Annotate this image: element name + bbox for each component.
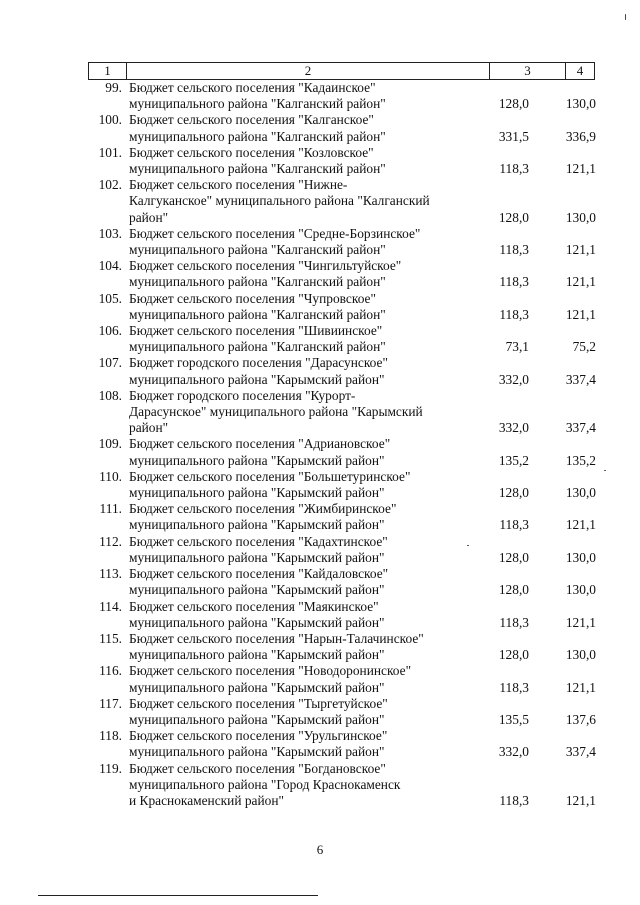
row-number: 101. [98,144,122,160]
row-budget-name: Бюджет сельского поселения "Шивиинское" муниципального района "Калганский район" [129,323,386,355]
table-row [88,177,598,226]
row-value-col4: 121,1 [565,517,596,533]
row-number: 113. [99,566,122,582]
row-number: 119. [99,760,122,776]
row-budget-name: Бюджет сельского поселения "Чупровское" муниципального района "Калганский район" [129,290,386,322]
row-number: 105. [98,290,122,306]
row-number: 112. [99,533,122,549]
table-row [88,696,598,728]
row-number: 111. [99,501,122,517]
row-value-col3: 128,0 [498,485,529,501]
row-value-col3: 135,2 [498,452,529,468]
row-value-col4: 130,0 [565,582,596,598]
scan-speck [625,14,626,20]
table-row [88,631,598,663]
row-value-col3: 118,3 [499,274,529,290]
row-value-col4: 121,1 [565,161,596,177]
row-value-col4: 121,1 [565,614,596,630]
row-value-col3: 128,0 [498,96,529,112]
row-number: 118. [99,728,122,744]
table-row [88,761,598,810]
row-number: 116. [99,663,122,679]
column-header-1: 1 [88,63,126,79]
row-value-col3: 332,0 [498,420,529,436]
row-value-col3: 118,3 [499,792,529,808]
row-value-col3: 128,0 [498,549,529,565]
row-number: 103. [98,225,122,241]
table-row [88,226,598,258]
row-budget-name: Бюджет сельского поселения "Нарын-Талачинское" муниципального района "Карымский район" [129,630,424,663]
row-value-col4: 130,0 [565,647,596,663]
row-value-col4: 130,0 [565,485,596,501]
table-header [88,62,595,80]
row-value-col3: 118,3 [499,242,529,258]
row-number: 99. [105,80,122,95]
table-row [88,436,598,468]
row-value-col4: 337,4 [565,744,596,760]
scan-speck [467,545,469,546]
row-value-col4: 336,9 [565,128,596,144]
table-row [88,728,598,760]
row-value-col4: 135,2 [565,452,596,468]
table-row [88,291,598,323]
row-value-col3: 118,3 [499,161,529,177]
row-value-col4: 337,4 [565,420,596,436]
row-value-col4: 121,1 [565,792,596,808]
row-value-col3: 128,0 [498,209,529,225]
row-budget-name: Бюджет сельского поселения "Чингильтуйское" муниципального района "Калганский район" [129,258,402,290]
row-budget-name: Бюджет сельского поселения "Новодоронинское" муниципального района "Карымский район" [129,663,412,695]
row-budget-name: Бюджет сельского поселения "Калганское" муниципального района "Калганский район" [129,112,386,144]
row-value-col3: 118,3 [499,679,529,695]
table-row [88,388,598,437]
row-budget-name: Бюджет сельского поселения "Урульгинское" муниципального района "Карымский район" [129,728,388,760]
row-value-col3: 332,0 [498,744,529,760]
row-number: 100. [98,112,122,128]
row-number: 110. [99,468,122,484]
row-value-col3: 118,3 [499,306,529,322]
row-budget-name: Бюджет сельского поселения "Нижне- Калгуканское" муниципального района "Калганский район" [129,177,430,225]
row-value-col4: 130,0 [565,549,596,565]
row-budget-name: Бюджет городского поселения "Курорт- Дарасунское" муниципального района "Карымский район" [129,387,423,436]
row-number: 115. [99,630,122,646]
table-row [88,112,598,144]
row-budget-name: Бюджет сельского поселения "Кадаинское" муниципального района "Калганский район" [129,80,386,112]
table-row [88,258,598,290]
row-budget-name: Бюджет сельского поселения "Козловское" муниципального района "Калганский район" [129,144,386,177]
row-value-col3: 135,5 [498,711,529,727]
row-value-col4: 121,1 [565,306,596,322]
table-row [88,501,598,533]
row-value-col4: 337,4 [565,371,596,387]
row-number: 109. [98,436,122,452]
row-value-col3: 118,3 [499,614,529,630]
row-value-col4: 130,0 [565,96,596,112]
table-row [88,534,598,566]
row-number: 104. [98,258,122,274]
row-value-col3: 118,3 [499,517,529,533]
row-budget-name: Бюджет сельского поселения "Маякинское" муниципального района "Карымский район" [129,598,385,630]
row-number: 117. [99,695,122,711]
table-row [88,599,598,631]
column-header-2: 2 [126,63,489,79]
table-row [88,323,598,355]
page-number: 6 [316,842,324,857]
table-body [88,80,598,809]
row-value-col3: 332,0 [498,371,529,387]
table-row [88,566,598,598]
table-row [88,80,598,112]
row-value-col4: 137,6 [565,711,596,727]
row-value-col3: 73,1 [505,339,529,355]
row-budget-name: Бюджет сельского поселения "Адриановское" муниципального района "Карымский район" [129,436,391,468]
row-budget-name: Бюджет сельского поселения "Кадахтинское" муниципального района "Карымский район" [129,533,388,565]
row-number: 114. [99,598,122,614]
row-budget-name: Бюджет сельского поселения "Средне-Борзинское" муниципального района "Калганский район" [129,225,421,258]
row-number: 108. [98,387,122,403]
row-value-col3: 128,0 [498,582,529,598]
row-value-col4: 121,1 [565,242,596,258]
scan-speck [604,470,606,471]
column-header-3: 3 [489,63,565,79]
row-budget-name: Бюджет городского поселения "Дарасунское" муниципального района "Карымский район" [129,355,388,387]
column-header-4: 4 [565,63,595,79]
row-value-col3: 331,5 [498,128,529,144]
row-value-col4: 130,0 [565,209,596,225]
footer-divider [38,895,318,896]
row-number: 106. [98,323,122,339]
row-budget-name: Бюджет сельского поселения "Тыргетуйское" муниципального района "Карымский район" [129,695,388,727]
table-row [88,469,598,501]
row-value-col4: 121,1 [565,274,596,290]
row-number: 107. [98,355,122,371]
table-row [88,145,598,177]
table-row [88,355,598,387]
row-value-col4: 121,1 [565,679,596,695]
table-row [88,663,598,695]
row-budget-name: Бюджет сельского поселения "Жимбиринское" муниципального района "Карымский район" [129,501,397,533]
row-budget-name: Бюджет сельского поселения "Кайдаловское" муниципального района "Карымский район" [129,566,389,598]
row-value-col4: 75,2 [572,339,596,355]
row-value-col3: 128,0 [498,647,529,663]
row-budget-name: Бюджет сельского поселения "Большетуринское" муниципального района "Карымский район" [129,468,411,501]
row-budget-name: Бюджет сельского поселения "Богдановское" муниципального района "Город Краснокаменск и Краснокаменский район" [129,760,401,808]
row-number: 102. [98,177,122,193]
